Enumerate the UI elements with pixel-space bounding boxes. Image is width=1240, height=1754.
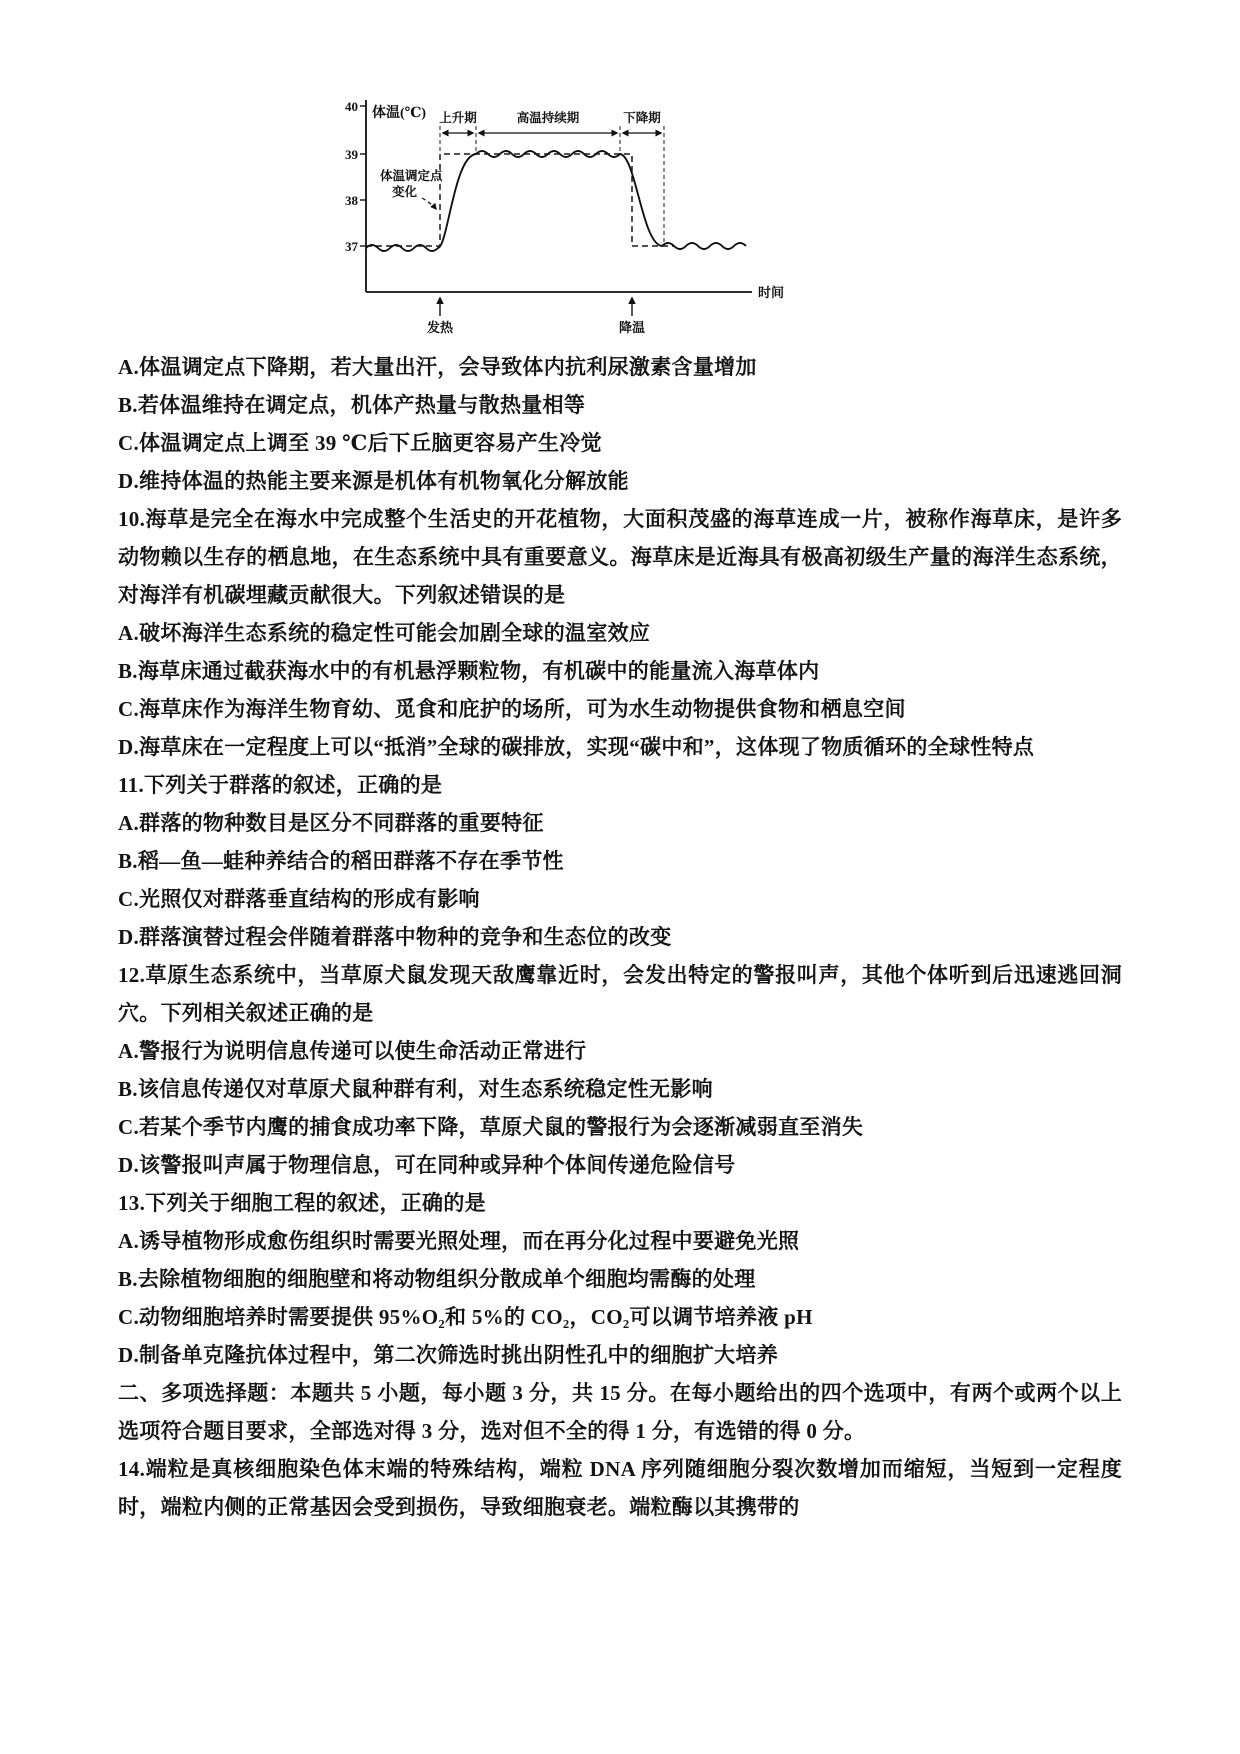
temperature-figure bbox=[322, 92, 802, 342]
q12-option-d: D.该警报叫声属于物理信息，可在同种或异种个体间传递危险信号 bbox=[118, 1153, 736, 1177]
x-axis-title: 时间 bbox=[758, 285, 785, 300]
section-two-instructions: 二、多项选择题：本题共 5 小题，每小题 3 分，共 15 分。在每小题给出的四个选项中，有两个或两个以上选项符合题目要求，全部选对得 3 分，选对但不全的得 1 分，有选错的得 0 分。 bbox=[118, 1381, 1122, 1443]
body-temperature-curve bbox=[366, 151, 746, 251]
q9-option-a: A.体温调定点下降期，若大量出汗，会导致体内抗利尿激素含量增加 bbox=[118, 355, 757, 379]
setpoint-annotation-arrow bbox=[422, 198, 436, 209]
q9-option-d: D.维持体温的热能主要来源是机体有机物氧化分解放能 bbox=[118, 469, 629, 493]
q11-option-d: D.群落演替过程会伴随着群落中物种的竞争和生态位的改变 bbox=[118, 925, 672, 949]
q11-option-c: C.光照仅对群落垂直结构的形成有影响 bbox=[118, 887, 480, 911]
q10-stem: 10.海草是完全在海水中完成整个生活史的开花植物，大面积茂盛的海草连成一片，被称作海草床，是许多动物赖以生存的栖息地，在生态系统中具有重要意义。海草床是近海具有极高初级生产量的海洋生态系统，对海洋有机碳埋藏贡献很大。下列叙述错误的是 bbox=[118, 507, 1122, 607]
document-body bbox=[118, 348, 1122, 1526]
q11-option-b: B.稻—鱼—蛙种养结合的稻田群落不存在季节性 bbox=[118, 849, 564, 873]
phase-label-falling: 下降期 bbox=[623, 111, 661, 125]
setpoint-annotation-line2: 变化 bbox=[392, 185, 418, 199]
q14-stem: 14.端粒是真核细胞染色体末端的特殊结构，端粒 DNA 序列随细胞分裂次数增加而缩短，当短到一定程度时，端粒内侧的正常基因会受到损伤，导致细胞衰老。端粒酶以其携带的 bbox=[118, 1457, 1122, 1519]
y-tick-label-40: 40 bbox=[345, 99, 358, 114]
y-axis-title: 体温(℃) bbox=[372, 106, 427, 121]
q13-stem: 13.下列关于细胞工程的叙述，正确的是 bbox=[118, 1191, 486, 1215]
q9-option-b: B.若体温维持在调定点，机体产热量与散热量相等 bbox=[118, 393, 586, 417]
q11-stem: 11.下列关于群落的叙述，正确的是 bbox=[118, 773, 443, 797]
q10-option-a: A.破坏海洋生态系统的稳定性可能会加剧全球的温室效应 bbox=[118, 621, 651, 645]
y-tick-label-39: 39 bbox=[345, 147, 358, 162]
q10-option-c: C.海草床作为海洋生物育幼、觅食和庇护的场所，可为水生动物提供食物和栖息空间 bbox=[118, 697, 906, 721]
fever-label: 发热 bbox=[426, 320, 454, 335]
q12-option-a: A.警报行为说明信息传递可以使生命活动正常进行 bbox=[118, 1039, 587, 1063]
q10-option-b: B.海草床通过截获海水中的有机悬浮颗粒物，有机碳中的能量流入海草体内 bbox=[118, 659, 820, 683]
q12-stem: 12.草原生态系统中，当草原犬鼠发现天敌鹰靠近时，会发出特定的警报叫声，其他个体听到后迅速逃回洞穴。下列相关叙述正确的是 bbox=[118, 963, 1122, 1025]
setpoint-line bbox=[366, 154, 674, 246]
q13-option-a: A.诱导植物形成愈伤组织时需要光照处理，而在再分化过程中要避免光照 bbox=[118, 1229, 800, 1253]
y-tick-label-38: 38 bbox=[345, 193, 358, 208]
phase-label-rising: 上升期 bbox=[439, 111, 477, 125]
temperature-chart bbox=[322, 92, 802, 337]
cooling-label: 降温 bbox=[618, 320, 646, 335]
phase-label-plateau: 高温持续期 bbox=[516, 111, 580, 125]
q12-option-b: B.该信息传递仅对草原犬鼠种群有利，对生态系统稳定性无影响 bbox=[118, 1077, 713, 1101]
q13-option-c: C.动物细胞培养时需要提供 95%O₂和 5%的 CO₂，CO₂可以调节培养液 pH bbox=[118, 1305, 813, 1329]
q13-option-d: D.制备单克隆抗体过程中，第二次筛选时挑出阴性孔中的细胞扩大培养 bbox=[118, 1343, 779, 1367]
setpoint-annotation-line1: 体温调定点 bbox=[380, 169, 443, 183]
q9-option-c: C.体温调定点上调至 39 ℃后下丘脑更容易产生冷觉 bbox=[118, 431, 602, 455]
q11-option-a: A.群落的物种数目是区分不同群落的重要特征 bbox=[118, 811, 544, 835]
q10-option-d: D.海草床在一定程度上可以“抵消”全球的碳排放，实现“碳中和”，这体现了物质循环的全球性特点 bbox=[118, 735, 1035, 759]
q13-option-b: B.去除植物细胞的细胞壁和将动物组织分散成单个细胞均需酶的处理 bbox=[118, 1267, 756, 1291]
y-tick-label-37: 37 bbox=[345, 239, 358, 254]
q12-option-c: C.若某个季节内鹰的捕食成功率下降，草原犬鼠的警报行为会逐渐减弱直至消失 bbox=[118, 1115, 864, 1139]
